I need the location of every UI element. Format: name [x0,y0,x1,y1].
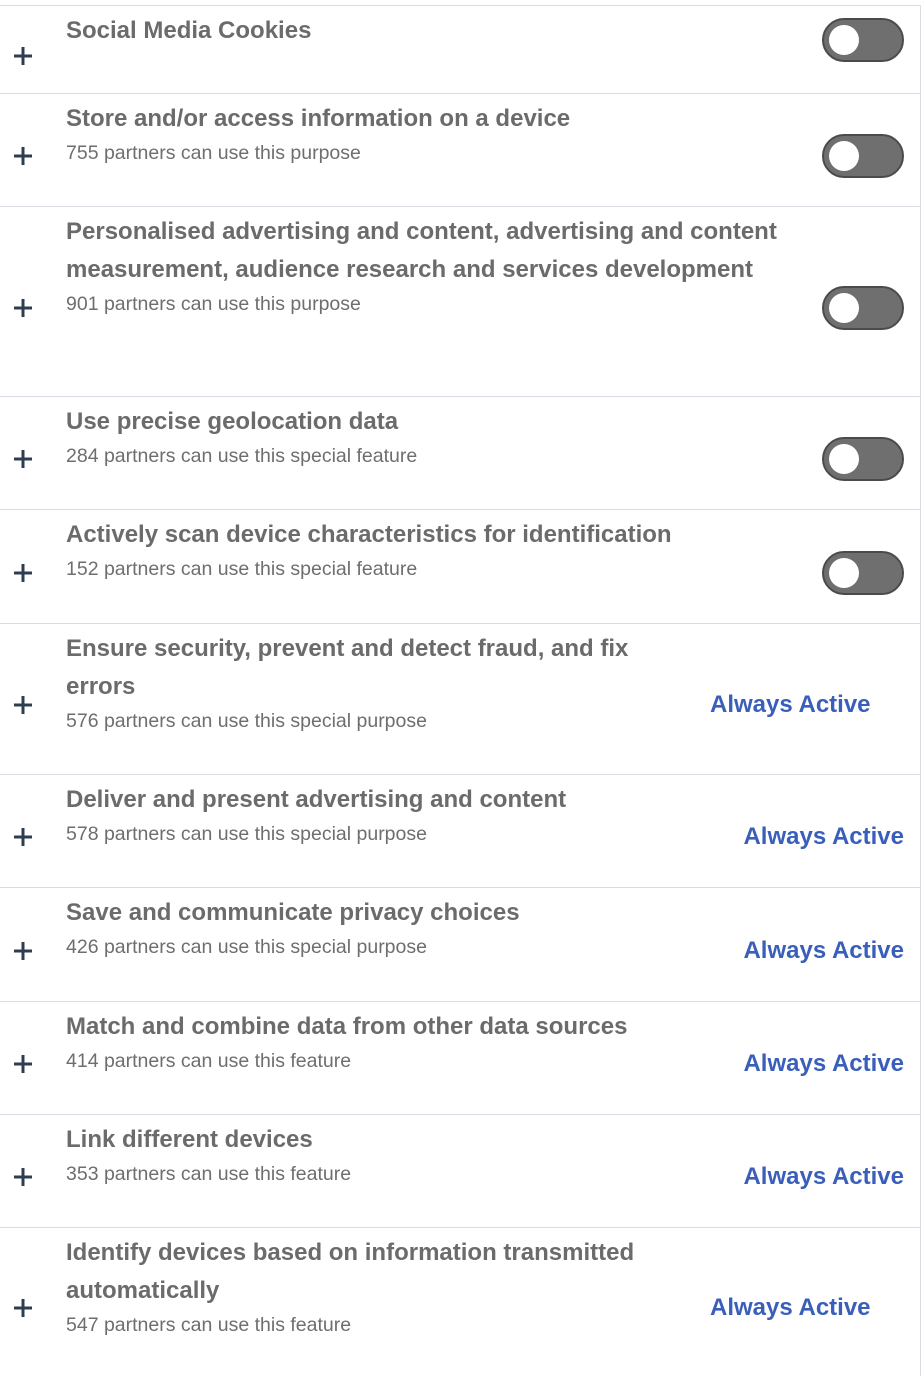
consent-purpose-list [0,5,921,1376]
purpose-row-personalised-advertising [0,207,921,397]
expand-button[interactable] [0,46,66,66]
always-active-label: Always Active [743,1050,904,1077]
partner-count: 152 partners can use this special feature [66,558,418,580]
partner-count: 547 partners can use this feature [66,1314,352,1336]
expand-button[interactable] [0,146,66,166]
purpose-text [66,18,822,50]
expand-button[interactable] [0,1298,66,1318]
purpose-title: Use precise geolocation data [66,408,399,435]
toggle-knob [829,141,859,171]
purpose-row-precise-geolocation [0,397,921,510]
purpose-control [822,134,904,178]
purpose-row-match-combine-data [0,1002,921,1115]
purpose-control [822,551,904,595]
purpose-row-link-devices [0,1115,921,1228]
toggle-knob [829,444,859,474]
plus-icon [13,449,33,469]
expand-button[interactable] [0,695,66,715]
expand-button[interactable] [0,1054,66,1074]
purpose-title: Social Media Cookies [66,17,312,44]
purpose-text [66,409,822,469]
plus-icon [13,695,33,715]
purpose-text [66,900,743,960]
purpose-text [66,1014,743,1074]
purpose-control [743,1050,904,1078]
purpose-row-ensure-security [0,624,921,775]
always-active-label: Always Active [743,823,904,850]
purpose-control [710,691,871,719]
plus-icon [13,941,33,961]
partner-count: 578 partners can use this special purpose [66,823,427,845]
partner-count: 414 partners can use this feature [66,1050,352,1072]
expand-button[interactable] [0,298,66,318]
purpose-title: Actively scan device characteristics for identification [66,521,672,548]
purpose-row-deliver-advertising [0,775,921,888]
plus-icon [13,563,33,583]
purpose-text [66,636,710,734]
purpose-row-social-media-cookies [0,6,921,94]
purpose-control [822,437,904,481]
purpose-text [66,522,822,582]
plus-icon [13,46,33,66]
always-active-label: Always Active [743,936,904,964]
purpose-title: Link different devices [66,1126,313,1153]
purpose-title: Save and communicate privacy choices [66,899,520,926]
purpose-title: Personalised advertising and content, advertising and content measurement, audience research and services development [66,218,777,283]
toggle-knob [829,25,859,55]
consent-toggle[interactable] [822,437,904,481]
partner-count: 284 partners can use this special feature [66,445,418,467]
purpose-title: Match and combine data from other data sources [66,1013,628,1040]
consent-toggle[interactable] [822,551,904,595]
consent-toggle[interactable] [822,134,904,178]
purpose-row-store-access-information [0,94,921,207]
plus-icon [13,146,33,166]
always-active-label: Always Active [710,1294,871,1321]
purpose-control [743,937,904,965]
expand-button[interactable] [0,563,66,583]
always-active-label: Always Active [710,691,871,718]
purpose-text [66,787,743,847]
expand-button[interactable] [0,449,66,469]
plus-icon [13,1054,33,1074]
expand-button[interactable] [0,1167,66,1187]
purpose-control [710,1294,871,1322]
consent-toggle[interactable] [822,18,904,62]
purpose-row-identify-devices [0,1228,921,1376]
purpose-title: Identify devices based on information transmitted automatically [66,1239,635,1304]
purpose-row-scan-device-characteristics [0,510,921,624]
purpose-text [66,1240,710,1338]
plus-icon [13,298,33,318]
purpose-title: Store and/or access information on a device [66,105,571,132]
purpose-control [822,286,904,330]
toggle-knob [829,293,859,323]
expand-button[interactable] [0,827,66,847]
plus-icon [13,1167,33,1187]
consent-toggle[interactable] [822,286,904,330]
purpose-title: Ensure security, prevent and detect fraud, and fix errors [66,635,629,700]
purpose-text [66,219,822,317]
purpose-control [743,1163,904,1191]
partner-count: 576 partners can use this special purpose [66,710,427,732]
purpose-row-privacy-choices [0,888,921,1002]
toggle-knob [829,558,859,588]
partner-count: 901 partners can use this purpose [66,293,361,315]
partner-count: 353 partners can use this feature [66,1163,352,1185]
plus-icon [13,1298,33,1318]
purpose-text [66,106,822,166]
purpose-control [822,18,904,62]
purpose-text [66,1127,743,1187]
partner-count: 426 partners can use this special purpose [66,936,427,958]
purpose-control [743,823,904,851]
plus-icon [13,827,33,847]
expand-button[interactable] [0,941,66,961]
partner-count: 755 partners can use this purpose [66,142,361,164]
always-active-label: Always Active [743,1163,904,1190]
purpose-title: Deliver and present advertising and content [66,786,567,813]
